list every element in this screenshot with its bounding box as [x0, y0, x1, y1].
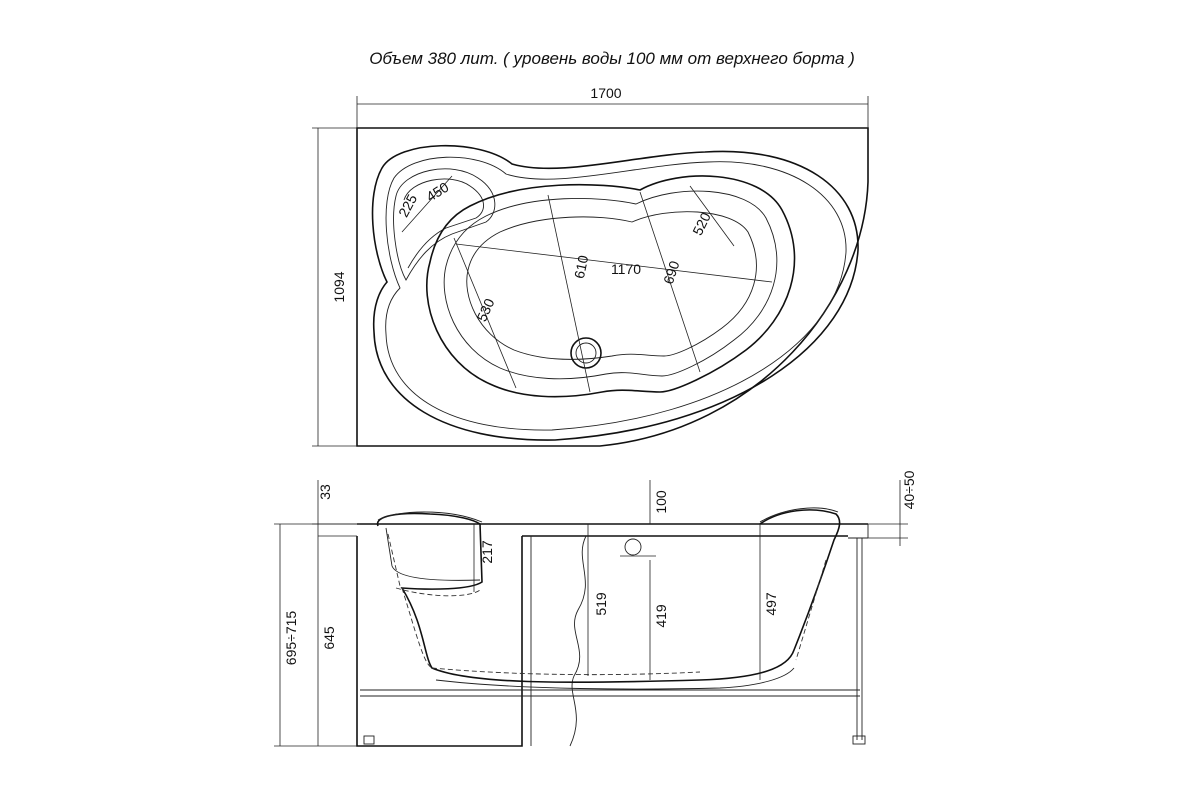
section-body: [357, 536, 522, 746]
dim-419: 419: [653, 604, 669, 628]
break-line: [570, 536, 586, 746]
plan-rim-inner: [386, 157, 846, 430]
plan-basin-outer: [427, 176, 795, 397]
dim-645: 645: [321, 626, 337, 650]
section-hidden-lines: [396, 588, 700, 675]
section-dimensions: [274, 480, 908, 746]
plan-drain-inner: [576, 343, 596, 363]
dim-1094: 1094: [331, 271, 347, 303]
plan-basin-inner: [444, 191, 777, 379]
dim-690: 690: [660, 258, 683, 287]
section-view: [274, 470, 917, 746]
dim-520: 520: [689, 209, 714, 238]
dim-217: 217: [479, 540, 495, 564]
plan-outline: [357, 128, 868, 446]
dim-530: 530: [473, 296, 498, 324]
plan-basin-floor: [467, 209, 757, 360]
dim-40-50: 40÷50: [901, 470, 917, 510]
overflow-outlet: [625, 539, 641, 555]
dim-100: 100: [653, 490, 669, 514]
dim-519: 519: [593, 592, 609, 616]
dim-610: 610: [570, 253, 592, 281]
dim-1170: 1170: [610, 261, 642, 277]
drawing-title: Объем 380 лит. ( уровень воды 100 мм от верхнего борта ): [369, 49, 855, 68]
dim-1700: 1700: [590, 85, 622, 101]
dim-695-715: 695÷715: [283, 610, 299, 666]
dim-497: 497: [763, 592, 779, 616]
plan-view: [312, 85, 868, 446]
plan-drain: [571, 338, 601, 368]
dim-33: 33: [317, 484, 333, 500]
dim-225: 225: [395, 191, 421, 220]
dim-450: 450: [423, 178, 452, 205]
